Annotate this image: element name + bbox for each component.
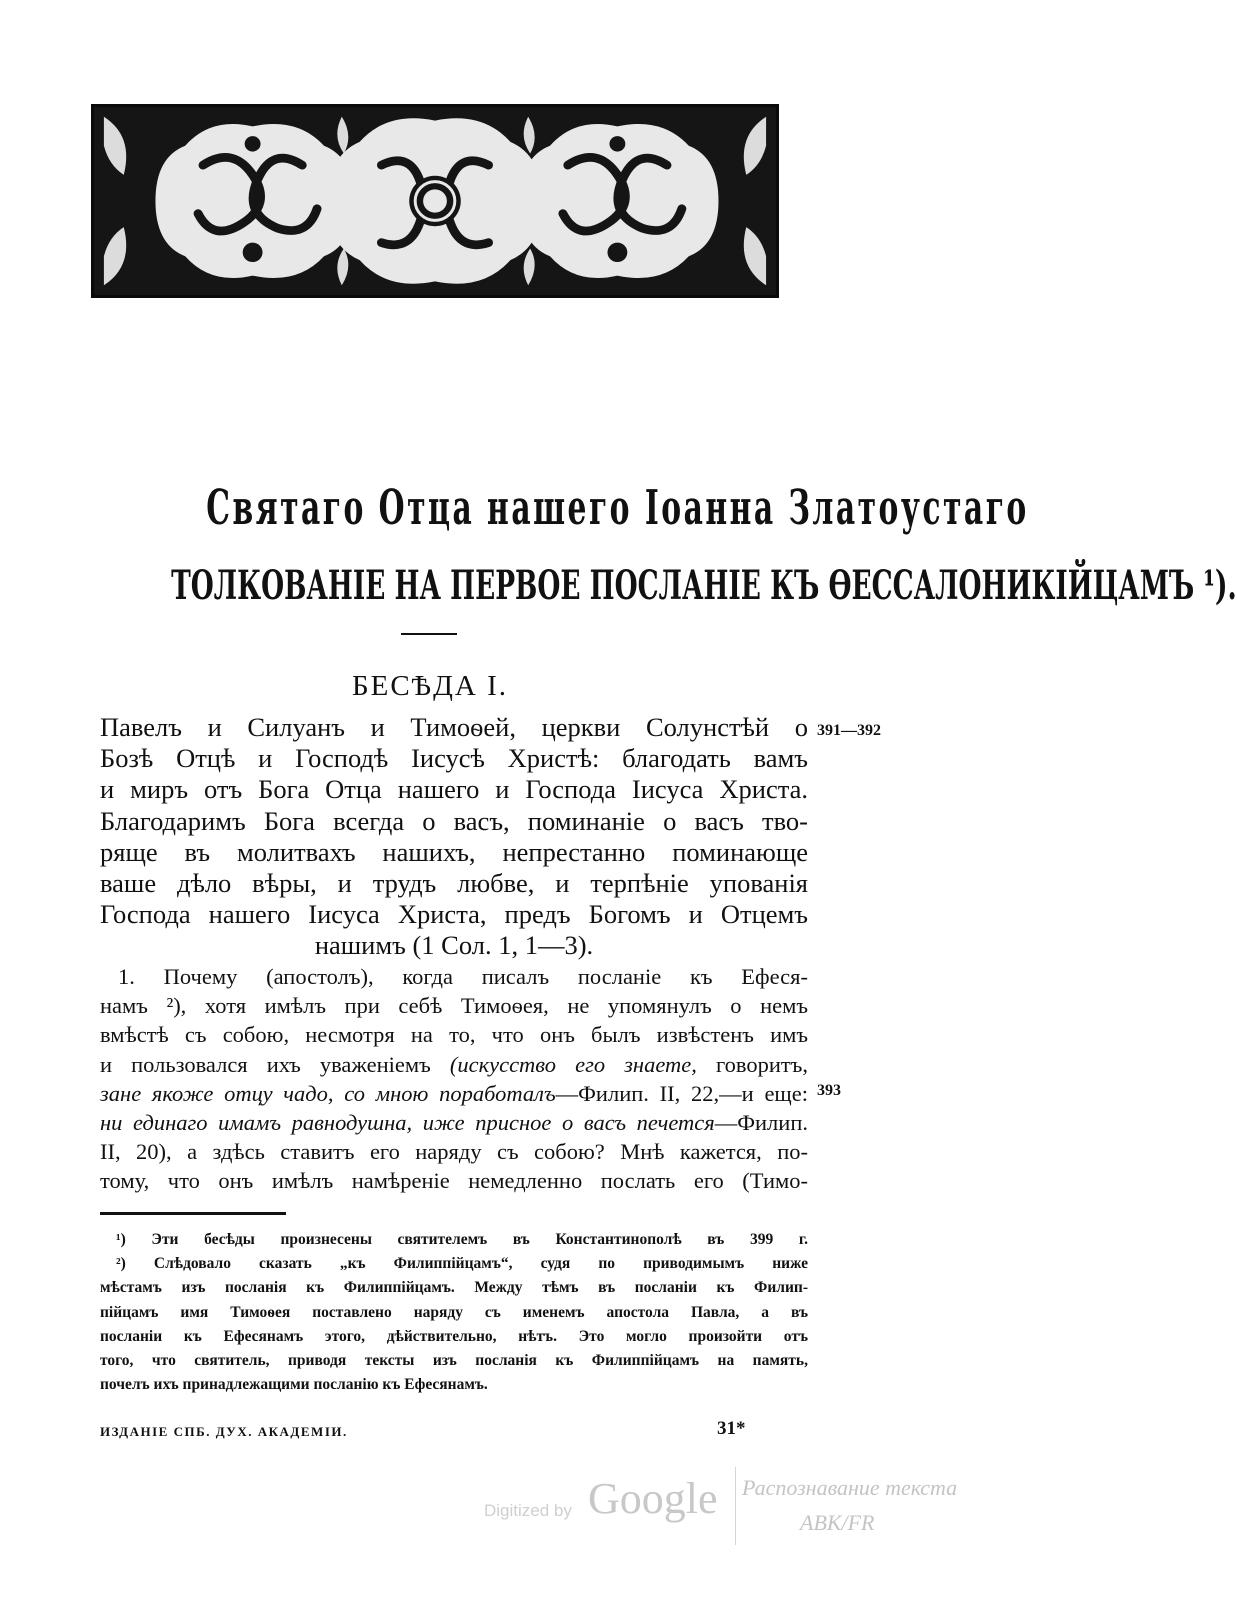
printer-signature: 31* bbox=[717, 1418, 746, 1439]
body-text-run: вмѣстѣ съ собою, несмотря на то, что онъ былъ извѣстенъ имъ bbox=[100, 1022, 808, 1048]
body-line bbox=[100, 1166, 808, 1195]
epigraph-line: Господа нашего Іисуса Христа, предъ Богомъ и Отцемъ bbox=[100, 899, 808, 930]
body-line bbox=[100, 1137, 808, 1166]
watermark-digitized: Digitized by bbox=[484, 1501, 572, 1520]
body-line bbox=[100, 1020, 808, 1049]
body-text-run: —Филип. II, 22,—и еще: bbox=[555, 1080, 808, 1106]
watermark-separator bbox=[735, 1467, 736, 1545]
epigraph-line: нашимъ (1 Сол. 1, 1—3). bbox=[314, 930, 594, 961]
epigraph-line: ваше дѣло вѣры, и трудъ любве, и терпѣніе упованія bbox=[100, 867, 808, 898]
margin-page-reference: 391—392 bbox=[817, 722, 881, 739]
body-italic-run: ни единаго имамъ равнодушна, иже присное о васъ печется bbox=[100, 1109, 715, 1135]
footnote-line: того, что святитель, приводя тексты изъ посланія къ Филиппійцамъ на память, bbox=[100, 1351, 808, 1369]
body-text-run: тому, что онъ имѣлъ намѣреніе немедленно послать его (Тимо- bbox=[100, 1168, 808, 1194]
body-text-run: говоритъ, bbox=[696, 1051, 808, 1077]
body-line bbox=[100, 1079, 808, 1108]
footnote-line: мѣстамъ изъ посланія къ Филиппійцамъ. Между тѣмъ въ посланіи къ Филип- bbox=[100, 1279, 808, 1297]
publisher-imprint: ИЗДАНІЕ СПБ. ДУХ. АКАДЕМІИ. bbox=[100, 1424, 348, 1439]
body-line bbox=[100, 991, 808, 1020]
body-text-run: намъ ²), хотя имѣлъ при себѣ Тимоѳея, не упомянулъ о немъ bbox=[100, 993, 808, 1019]
title-divider bbox=[401, 633, 457, 635]
watermark-ocr-label: Распознавание текста bbox=[742, 1475, 958, 1500]
footnote-line: ¹) Эти бесѣды произнесены святителемъ въ Константинополѣ въ 399 г. bbox=[116, 1231, 808, 1248]
body-text bbox=[100, 962, 808, 1196]
epigraph-line: рящe въ молитвахъ нашихъ, непрестанно поминающе bbox=[100, 836, 808, 867]
body-italic-run: зане якоже отцу чадо, со мною поработалъ bbox=[100, 1080, 556, 1106]
title-line-2: ТОЛКОВАНІЕ НА ПЕРВОЕ ПОСЛАНІЕ КЪ ѲЕССАЛОНИКІЙЦАМЪ ¹). bbox=[171, 562, 1237, 609]
body-line bbox=[100, 962, 808, 991]
footnote-divider bbox=[100, 1212, 286, 1215]
margin-page-reference: 393 bbox=[817, 1082, 841, 1099]
body-text-run: —Филип. bbox=[714, 1109, 808, 1135]
title-line-1: Святаго Отца нашего Іоанна Златоустаго bbox=[206, 480, 1029, 536]
watermark-google-logo: Google bbox=[588, 1474, 718, 1523]
footnote-line: посланіи къ Ефесянамъ этого, дѣйствительно, нѣтъ. Это могло произойти отъ bbox=[100, 1327, 808, 1345]
footnotes bbox=[100, 1228, 808, 1397]
body-line bbox=[100, 1108, 808, 1137]
footnote-line: пійцамъ имя Тимоѳея поставлено наряду съ именемъ апостола Павла, а въ bbox=[100, 1303, 808, 1321]
footnote-line: ²) Слѣдовало сказать „къ Филиппійцамъ“, судя по приводимымъ ниже bbox=[116, 1255, 808, 1273]
watermark-ocr-credit: АВК/FR bbox=[800, 1510, 875, 1535]
section-heading: БЕСѢДА I. bbox=[351, 670, 509, 702]
body-text-run: 1. Почему (апостолъ), когда писалъ посланіе къ Ефеся- bbox=[118, 964, 808, 989]
body-text-run: и пользовался ихъ уваженіемъ bbox=[100, 1051, 450, 1077]
epigraph-line: Благодаримъ Бога всегда о васъ, поминаніе о васъ тво- bbox=[100, 805, 808, 836]
epigraph-line: Бозѣ Отцѣ и Господѣ Іисусѣ Христѣ: благодать вамъ bbox=[100, 743, 808, 774]
body-text-run: II, 20), а здѣсь ставитъ его наряду съ собою? Мнѣ кажется, по- bbox=[100, 1139, 808, 1165]
epigraph-line: Павелъ и Силуанъ и Тимоѳей, церкви Солунстѣй о bbox=[100, 712, 808, 742]
footnote-line: почелъ ихъ принадлежащими посланію къ Ефесянамъ. bbox=[100, 1376, 488, 1394]
floral-ornament-icon bbox=[94, 107, 776, 295]
body-line bbox=[100, 1050, 808, 1079]
scripture-epigraph bbox=[100, 712, 808, 962]
ornamental-header-band bbox=[91, 104, 779, 298]
epigraph-line: и миръ отъ Бога Отца нашего и Господа Іисуса Христа. bbox=[100, 774, 808, 805]
body-italic-run: (искусство его знаете, bbox=[449, 1051, 697, 1077]
